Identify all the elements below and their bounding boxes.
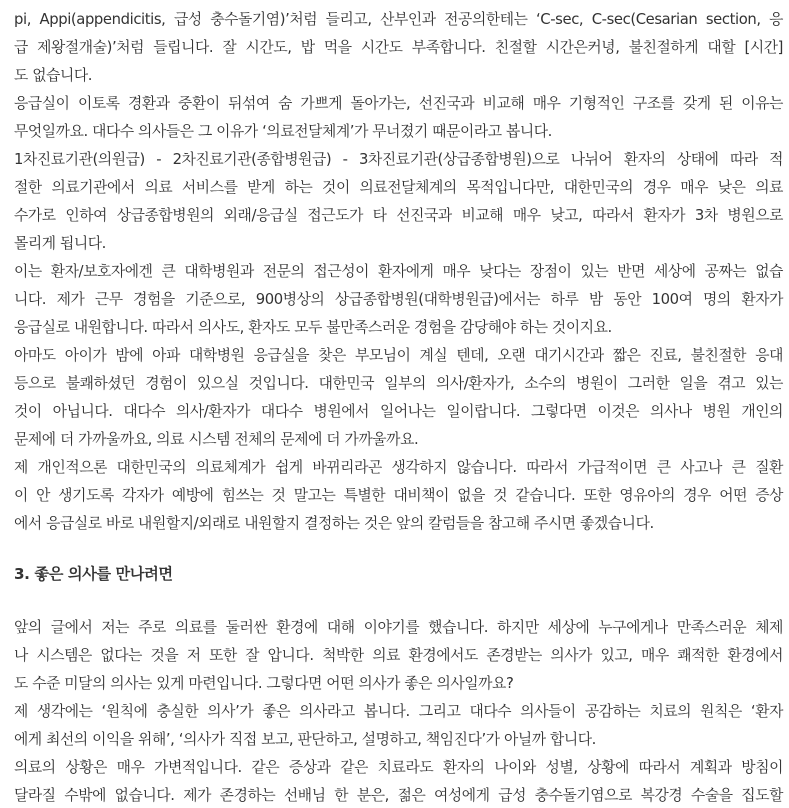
paragraph-line: 문제에 더 가까울까요, 의료 시스템 전체의 문제에 더 가까울까요. bbox=[14, 431, 419, 448]
paragraph-line: 의료의 상황은 매우 가변적입니다. 같은 증상과 같은 치료라도 환자의 나이와 성별, 상황에 따라서 계획과 방침이 bbox=[14, 759, 783, 776]
paragraph-line: 등으로 불쾌하셨던 경험이 있으실 것입니다. 대한민국 일부의 의사/환자가, 소수의 병원이 그러한 일을 겪고 있는 bbox=[14, 375, 783, 392]
paragraph-line: 나 시스템은 없다는 것을 저 또한 잘 압니다. 척박한 의료 환경에서도 존경받는 의사가 있고, 매우 쾌적한 환경에서 bbox=[14, 647, 783, 664]
paragraph-line: 것이 아닙니다. 대다수 의사/환자가 대다수 병원에서 일어나는 일이랍니다. 그렇다면 이것은 의사나 병원 개인의 bbox=[14, 403, 783, 420]
paragraph-line: 무엇일까요. 대다수 의사들은 그 이유가 ‘의료전달체계’가 무너졌기 때문이라고 봅니다. bbox=[14, 123, 552, 140]
paragraph-line: pi, Appi(appendicitis, 급성 충수돌기염)’처럼 들리고, 산부인과 전공의한테는 ‘C-sec, C-sec(Cesarian section, 응 bbox=[14, 11, 783, 28]
paragraph-line: 이 안 생기도록 각자가 예방에 힘쓰는 것 말고는 특별한 대비책이 없을 것 같습니다. 또한 영유아의 경우 어떤 증상 bbox=[14, 487, 783, 504]
paragraph-line: 1차진료기관(의원급) - 2차진료기관(종합병원급) - 3차진료기관(상급종합병원)으로 나뉘어 환자의 상태에 따라 적 bbox=[14, 151, 783, 168]
paragraph-line: 제 생각에는 ‘원칙에 충실한 의사’가 좋은 의사라고 봅니다. 그리고 대다수 의사들이 공감하는 치료의 원칙은 ‘환자 bbox=[14, 703, 783, 720]
paragraph-line: 절한 의료기관에서 의료 서비스를 받게 하는 것이 의료전달체계의 목적입니다만, 대한민국의 경우 매우 낮은 의료 bbox=[14, 179, 783, 196]
paragraph-line: 도 수준 미달의 의사는 있게 마련입니다. 그렇다면 어떤 의사가 좋은 의사일까요? bbox=[14, 675, 514, 692]
paragraph-line: 제 개인적으론 대한민국의 의료체계가 쉽게 바뀌리라곤 생각하지 않습니다. 따라서 가급적이면 큰 사고나 큰 질환 bbox=[14, 459, 783, 476]
paragraph-line: 응급실이 이토록 경환과 중환이 뒤섞여 숨 가쁘게 돌아가는, 선진국과 비교해 매우 기형적인 구조를 갖게 된 이유는 bbox=[14, 95, 783, 112]
paragraph-line: 에게 최선의 이익을 위해’, ‘의사가 직접 보고, 판단하고, 설명하고, 책임진다’가 아닐까 합니다. bbox=[14, 731, 596, 748]
section-heading: 3. 좋은 의사를 만나려면 bbox=[14, 565, 173, 583]
paragraph-line: 이는 환자/보호자에겐 큰 대학병원과 전문의 접근성이 환자에게 매우 낮다는 장점이 있는 반면 세상에 공짜는 없습 bbox=[14, 263, 783, 280]
paragraph-line: 니다. 제가 근무 경험을 기준으로, 900병상의 상급종합병원(대학병원급)에서는 하루 밤 동안 100여 명의 환자가 bbox=[14, 291, 783, 308]
paragraph-line: 응급실로 내원합니다. 따라서 의사도, 환자도 모두 불만족스러운 경험을 감당해야 하는 것이지요. bbox=[14, 319, 612, 336]
paragraph-line: 도 없습니다. bbox=[14, 67, 93, 84]
paragraph-line: 급 제왕절개술)’처럼 들립니다. 잘 시간도, 밥 먹을 시간도 부족합니다. 친절할 시간은커녕, 불친절하게 대할 [시간] bbox=[14, 39, 783, 56]
paragraph-line: 아마도 아이가 밤에 아파 대학병원 응급실을 찾은 부모님이 계실 텐데, 오랜 대기시간과 짧은 진료, 불친절한 응대 bbox=[14, 347, 783, 364]
paragraph-line: 달라질 수밖에 없습니다. 제가 존경하는 선배님 한 분은, 젊은 여성에게 급성 충수돌기염으로 복강경 수술을 집도할 bbox=[14, 787, 783, 804]
paragraph-line: 몰리게 됩니다. bbox=[14, 235, 106, 252]
paragraph-line: 수가로 인하여 상급종합병원의 외래/응급실 접근도가 타 선진국과 비교해 매우 낮고, 따라서 환자가 3차 병원으로 bbox=[14, 207, 783, 224]
paragraph-line: 에서 응급실로 바로 내원할지/외래로 내원할지 결정하는 것은 앞의 칼럼들을 참고해 주시면 좋겠습니다. bbox=[14, 515, 654, 532]
paragraph-line: 앞의 글에서 저는 주로 의료를 둘러싼 환경에 대해 이야기를 했습니다. 하지만 세상에 누구에게나 만족스러운 체제 bbox=[14, 619, 783, 636]
